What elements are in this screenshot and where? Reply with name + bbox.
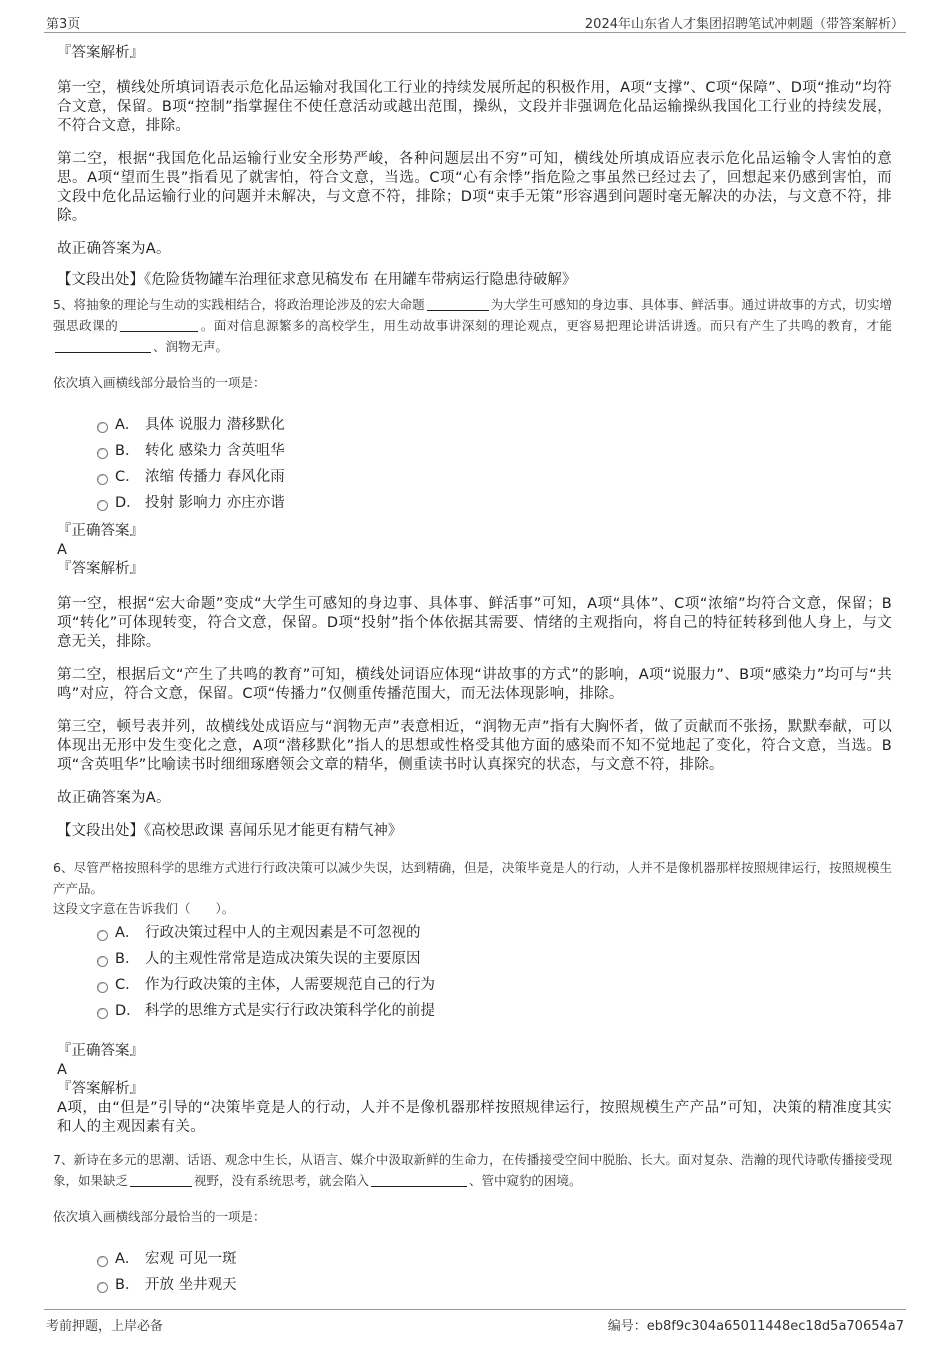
option-text: 开放 坐井观天 bbox=[145, 1277, 237, 1293]
q6-stem: 6、尽管严格按照科学的思维方式进行行政决策可以减少失误，达到精确，但是，决策毕竟是人的行动，人并不是像机器那样按照规律运行，按照规模生产产品。 bbox=[53, 860, 892, 896]
radio-button[interactable] bbox=[97, 1008, 108, 1019]
option-text: 科学的思维方式是实行行政决策科学化的前提 bbox=[145, 1003, 435, 1019]
option-text: 宏观 可见一斑 bbox=[145, 1251, 237, 1267]
q5-conclusion: 故正确答案为A。 bbox=[57, 790, 171, 806]
option-text: 具体 说服力 潜移默化 bbox=[145, 417, 285, 433]
q5-source-label: 【文段出处】 bbox=[57, 823, 144, 839]
q5-analysis-para-3: 第三空，顿号表并列，故横线处成语应与“润物无声”表意相近，“润物无声”指有大胸怀者，做了贡献而不张扬，默默奉献，可以体现出无形中发生变化之意，A项“潜移默化”指人的思想或性格受其他方面的感染而不知不觉地起了变化，符合文意，当选。B项“含英咀华”比喻读书时细细琢磨领会文章的精华，侧重读书时认真探究的状态，与文意不符，排除。 bbox=[57, 719, 892, 773]
q4-source-label: 【文段出处】 bbox=[57, 272, 144, 288]
q6-option-c[interactable] bbox=[57, 972, 892, 998]
q5-stem bbox=[53, 294, 892, 357]
option-text: 人的主观性常常是造成决策失误的主要原因 bbox=[145, 951, 421, 967]
radio-button[interactable] bbox=[97, 1282, 108, 1293]
q7-stem-part-c: 、管中窥豹的困境。 bbox=[469, 1173, 582, 1188]
q4-source bbox=[57, 271, 892, 290]
q4-source-text: 《危险货物罐车治理征求意见稿发布 在用罐车带病运行隐患待破解》 bbox=[144, 272, 577, 288]
q5-blank-1 bbox=[427, 297, 489, 311]
page-content bbox=[53, 44, 892, 1298]
footer-slogan: 考前押题，上岸必备 bbox=[46, 1319, 164, 1334]
q5-option-d[interactable] bbox=[57, 490, 892, 516]
option-text: 行政决策过程中人的主观因素是不可忽视的 bbox=[145, 925, 421, 941]
q7-stem-part-b: 视野，没有系统思考，就会陷入 bbox=[194, 1173, 370, 1188]
q6-option-b[interactable] bbox=[57, 946, 892, 972]
q5-analysis-para-2: 第二空，根据后文“产生了共鸣的教育”可知，横线处词语应体现“讲故事的方式”的影响，A项“说服力”、B项“感染力”均可与“共鸣”对应，符合文意，保留。C项“传播力”仅侧重传播范围大，而无法体现影响，排除。 bbox=[57, 667, 892, 702]
page-number: 第3页 bbox=[46, 17, 81, 32]
option-letter: D． bbox=[115, 1003, 141, 1019]
q5-source bbox=[57, 822, 892, 841]
document-title: 2024年山东省人才集团招聘笔试冲刺题（带答案解析） bbox=[584, 17, 904, 32]
q5-source-text: 《高校思政课 喜闻乐见才能更有精气神》 bbox=[144, 823, 403, 839]
radio-button[interactable] bbox=[97, 982, 108, 993]
radio-button[interactable] bbox=[97, 930, 108, 941]
q5-answer-label: 『正确答案』 bbox=[57, 523, 144, 539]
q5-answer: A bbox=[57, 542, 67, 558]
q5-option-c[interactable] bbox=[57, 464, 892, 490]
q7-stem bbox=[53, 1149, 892, 1191]
q4-analysis-para-1: 第一空，横线处所填词语表示危化品运输对我国化工行业的持续发展所起的积极作用，A项“支撑”、C项“保障”、D项“推动”均符合文意，保留。B项“控制”指掌握住不使任意活动或越出范围，操纵，文段并非强调危化品运输操纵我国化工行业的持续发展，不符合文意，排除。 bbox=[57, 80, 892, 134]
q7-prompt: 依次填入画横线部分最恰当的一项是： bbox=[53, 1209, 266, 1224]
q7-options bbox=[57, 1246, 892, 1298]
footer-code: 编号：eb8f9c304a65011448ec18d5a70654a7 bbox=[607, 1319, 904, 1334]
q4-analysis-para-2: 第二空，根据“我国危化品运输行业安全形势严峻，各种问题层出不穷”可知，横线处所填成语应表示危化品运输令人害怕的意思。A项“望而生畏”指看见了就害怕，符合文意，当选。C项“心有余悸”指危险之事虽然已经过去了，回想起来仍感到害怕，而文段中危化品运输行业的问题并未解决，与文意不符，排除；D项“束手无策”形容遇到问题时毫无解决的办法，与文意不符，排除。 bbox=[57, 151, 892, 224]
q5-blank-3 bbox=[55, 339, 151, 353]
q5-stem-part-d: 、润物无声。 bbox=[153, 339, 229, 354]
q4-conclusion: 故正确答案为A。 bbox=[57, 241, 171, 257]
q6-prompt: 这段文字意在告诉我们（ ）。 bbox=[53, 901, 235, 916]
radio-button[interactable] bbox=[97, 422, 108, 433]
q5-stem-part-c: 。面对信息源繁多的高校学生，用生动故事讲深刻的理论观点，更容易把理论讲活讲透。而只有产生了共鸣的教育，才能 bbox=[200, 318, 892, 333]
q6-option-a[interactable] bbox=[57, 920, 892, 946]
radio-button[interactable] bbox=[97, 956, 108, 967]
q7-stem-part-a: 7、新诗在多元的思潮、话语、观念中生长，从语言、媒介中汲取新鲜的生命力，在传播接受空间中脱胎、长大。面对复杂、浩瀚的现代诗歌传播接受现象，如果缺乏 bbox=[53, 1152, 892, 1188]
q5-option-a[interactable] bbox=[57, 412, 892, 438]
page-footer bbox=[44, 1309, 906, 1332]
q5-analysis-label: 『答案解析』 bbox=[57, 561, 144, 577]
q7-option-b[interactable] bbox=[57, 1272, 892, 1298]
q6-analysis: A项，由“但是”引导的“决策毕竟是人的行动，人并不是像机器那样按照规律运行，按照规模生产产品”可知，决策的精准度其实和人的主观因素有关。 bbox=[57, 1100, 892, 1135]
q6-analysis-label: 『答案解析』 bbox=[57, 1081, 144, 1097]
option-text: 作为行政决策的主体，人需要规范自己的行为 bbox=[145, 977, 435, 993]
option-letter: D． bbox=[115, 495, 141, 511]
q6-option-d[interactable] bbox=[57, 998, 892, 1024]
q5-blank-2 bbox=[120, 318, 198, 332]
radio-button[interactable] bbox=[97, 448, 108, 459]
q5-prompt: 依次填入画横线部分最恰当的一项是： bbox=[53, 375, 266, 390]
q4-analysis-label: 『答案解析』 bbox=[57, 45, 144, 61]
page-header bbox=[44, 10, 906, 33]
option-letter: A． bbox=[115, 925, 140, 941]
option-letter: A． bbox=[115, 1251, 140, 1267]
option-text: 投射 影响力 亦庄亦谐 bbox=[145, 495, 285, 511]
option-letter: B． bbox=[115, 443, 140, 459]
q5-option-b[interactable] bbox=[57, 438, 892, 464]
option-letter: C． bbox=[115, 977, 140, 993]
option-letter: B． bbox=[115, 951, 140, 967]
q5-stem-part-a: 5、将抽象的理论与生动的实践相结合，将政治理论涉及的宏大命题 bbox=[53, 297, 425, 312]
q5-stem-part-b: 为大学生可感知的身边事、具体事、鲜活事。通过讲故事的方式，切实增强思政课的 bbox=[53, 297, 892, 333]
q7-blank-2 bbox=[371, 1173, 467, 1187]
radio-button[interactable] bbox=[97, 500, 108, 511]
option-letter: B． bbox=[115, 1277, 140, 1293]
option-text: 转化 感染力 含英咀华 bbox=[145, 443, 285, 459]
radio-button[interactable] bbox=[97, 1256, 108, 1267]
q6-answer-label: 『正确答案』 bbox=[57, 1043, 144, 1059]
q6-options bbox=[57, 920, 892, 1024]
q6-answer: A bbox=[57, 1062, 67, 1078]
q5-analysis-para-1: 第一空，根据“宏大命题”变成“大学生可感知的身边事、具体事、鲜活事”可知，A项“具体”、C项“浓缩”均符合文意，保留；B项“转化”可体现转变，符合文意，保留。D项“投射”指个体依据其需要、情绪的主观指向，将自己的特征转移到他人身上，与文意无关，排除。 bbox=[57, 596, 892, 650]
option-text: 浓缩 传播力 春风化雨 bbox=[145, 469, 285, 485]
q5-options bbox=[57, 412, 892, 516]
q7-blank-1 bbox=[130, 1173, 192, 1187]
radio-button[interactable] bbox=[97, 474, 108, 485]
q7-option-a[interactable] bbox=[57, 1246, 892, 1272]
option-letter: A． bbox=[115, 417, 140, 433]
option-letter: C． bbox=[115, 469, 140, 485]
